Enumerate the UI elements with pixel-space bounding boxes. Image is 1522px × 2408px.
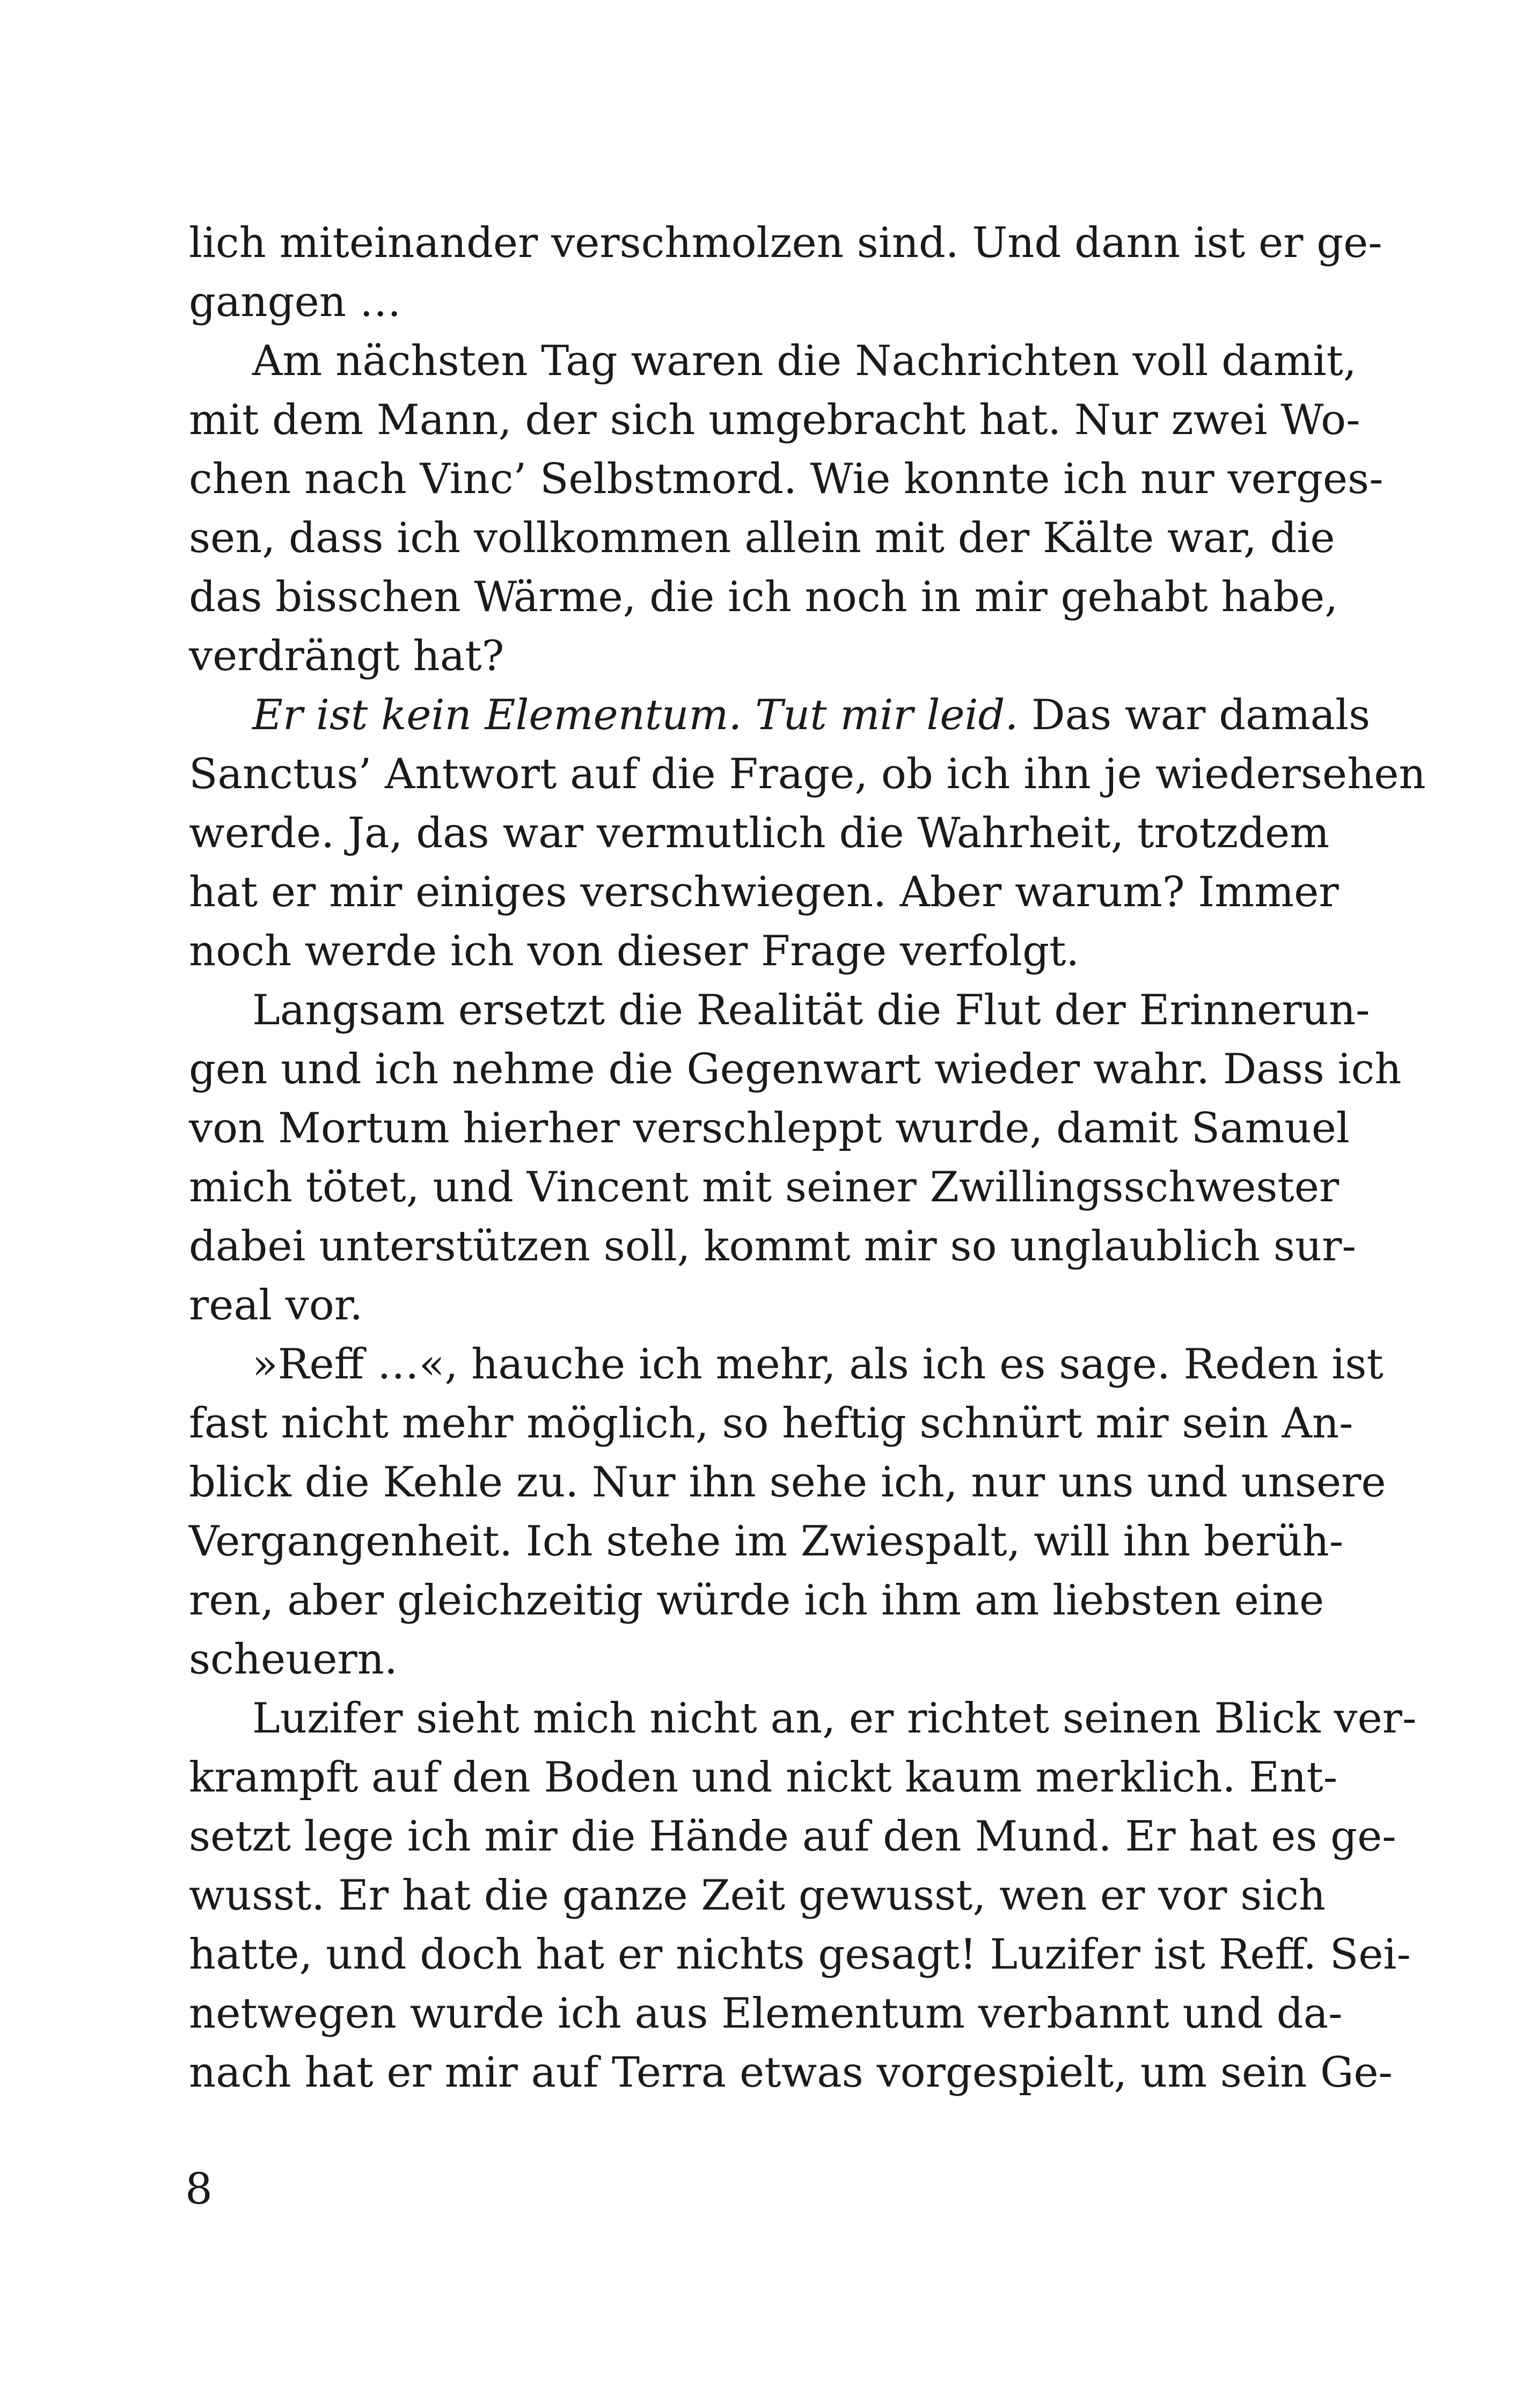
text-line: chen nach Vinc’ Selbstmord. Wie konnte ich nur verges- xyxy=(189,455,1384,503)
text-line: ren, aber gleichzeitig würde ich ihm am liebsten eine xyxy=(189,1576,1325,1625)
text-line: netwegen wurde ich aus Elementum verbannt und da- xyxy=(189,1989,1343,2038)
text-line: setzt lege ich mir die Hände auf den Mund. Er hat es ge- xyxy=(189,1812,1396,1861)
paragraph-start-line: Am nächsten Tag waren die Nachrichten voll damit, xyxy=(252,337,1357,385)
text-line: hatte, und doch hat er nichts gesagt! Luzifer ist Reff. Sei- xyxy=(189,1930,1411,1979)
text-line: noch werde ich von dieser Frage verfolgt. xyxy=(189,927,1080,975)
italic-quote: Er ist kein Elementum. Tut mir leid. xyxy=(252,691,1019,739)
text-line: blick die Kehle zu. Nur ihn sehe ich, nur uns und unsere xyxy=(189,1458,1386,1507)
paragraph-start-line: Langsam ersetzt die Realität die Flut der Erinnerun- xyxy=(252,986,1370,1034)
text-segment: Das war damals xyxy=(1018,691,1371,739)
text-line: krampft auf den Boden und nickt kaum merklich. Ent- xyxy=(189,1753,1338,1802)
text-line: Sanctus’ Antwort auf die Frage, ob ich ihn je wiedersehen xyxy=(189,750,1426,798)
text-line: nach hat er mir auf Terra etwas vorgespielt, um sein Ge- xyxy=(189,2049,1393,2097)
text-line: mich tötet, und Vincent mit seiner Zwillingsschwester xyxy=(189,1163,1340,1212)
paragraph-start-line: Luzifer sieht mich nicht an, er richtet seinen Blick ver- xyxy=(252,1694,1417,1743)
text-line: gangen … xyxy=(189,278,401,326)
text-line: das bisschen Wärme, die ich noch in mir gehabt habe, xyxy=(189,573,1338,621)
text-line: verdrängt hat? xyxy=(189,632,504,680)
text-line: wusst. Er hat die ganze Zeit gewusst, wen er vor sich xyxy=(189,1871,1326,1920)
paragraph-start-line: »Reff …«, hauche ich mehr, als ich es sage. Reden ist xyxy=(252,1340,1384,1389)
body-text xyxy=(189,214,1426,2102)
text-line: gen und ich nehme die Gegenwart wieder wahr. Dass ich xyxy=(189,1045,1402,1093)
text-line: werde. Ja, das war vermutlich die Wahrheit, trotzdem xyxy=(189,809,1330,857)
text-line: fast nicht mehr möglich, so heftig schnürt mir sein An- xyxy=(189,1399,1353,1448)
text-line: mit dem Mann, der sich umgebracht hat. Nur zwei Wo- xyxy=(189,396,1360,444)
text-line: dabei unterstützen soll, kommt mir so unglaublich sur- xyxy=(189,1222,1356,1271)
text-line: von Mortum hierher verschleppt wurde, damit Samuel xyxy=(189,1104,1350,1152)
paragraph-start-line xyxy=(189,686,1371,745)
text-line: hat er mir einiges verschwiegen. Aber warum? Immer xyxy=(189,868,1339,916)
text-line: Vergangenheit. Ich stehe im Zwiespalt, will ihn berüh- xyxy=(189,1517,1344,1566)
text-line: lich miteinander verschmolzen sind. Und dann ist er ge- xyxy=(189,219,1382,267)
text-line: sen, dass ich vollkommen allein mit der Kälte war, die xyxy=(189,514,1335,562)
page-number: 8 xyxy=(185,2164,213,2214)
text-line: scheuern. xyxy=(189,1635,398,1684)
text-line: real vor. xyxy=(189,1281,363,1330)
